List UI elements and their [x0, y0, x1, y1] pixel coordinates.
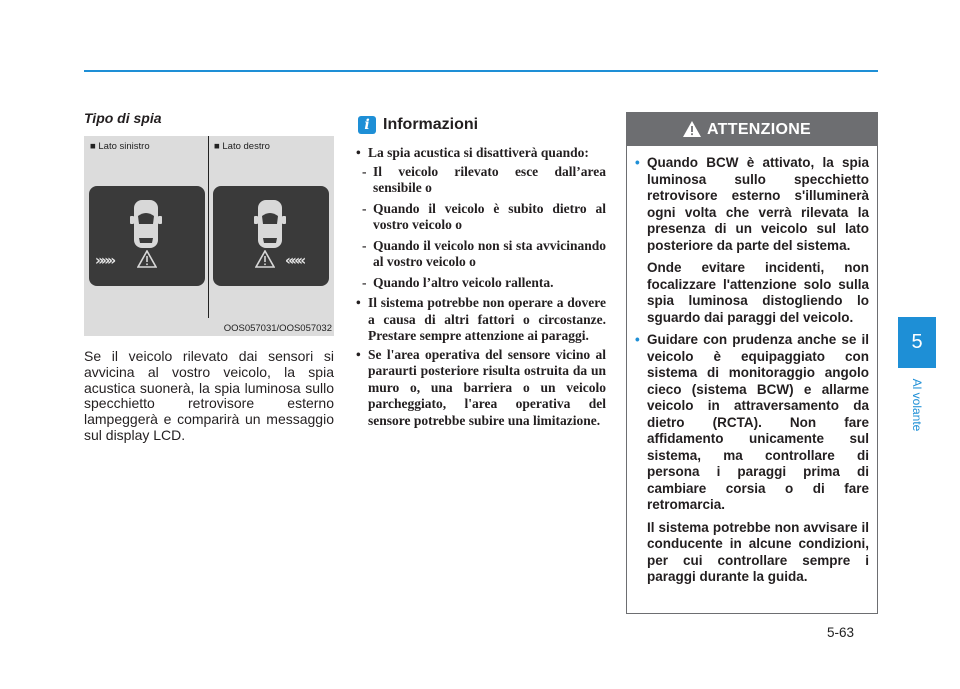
sub-list-item: - Quando il veicolo è subito dietro al vostro veicolo o — [362, 200, 606, 232]
caution-box — [626, 112, 878, 614]
list-item: • La spia acustica si disattiverà quando: — [356, 145, 589, 160]
figure-divider — [208, 136, 209, 318]
info-icon: i — [358, 116, 376, 134]
chapter-number-tab: 5 — [898, 317, 936, 368]
sub-list-item: - Il veicolo rilevato esce dall’area sensibile o — [362, 163, 606, 195]
caution-note: Il sistema potrebbe non avvisare il conducente in alcune condizioni, per cui controllare sempre i paraggi durante la guida. — [647, 519, 869, 584]
arrows-left: »»» — [95, 253, 114, 269]
arrows-right: ««« — [285, 253, 304, 269]
info-list — [356, 145, 606, 431]
mirror-panel-left — [89, 186, 205, 286]
list-item: • Il sistema potrebbe non operare a dovere a causa di altri fattori o circostanze. Prestare sempre attenzione ai paraggi. — [356, 295, 606, 343]
warning-triangle-icon — [137, 250, 157, 268]
sub-list-item: - Quando il veicolo non si sta avvicinando al vostro veicolo o — [362, 237, 606, 269]
list-item: • Se l'area operativa del sensore vicino al paraurti posteriore risulta ostruita da un muro o, una barriera o un veicolo parcheggiato, l'area operativa del sensore potrebbe subire una limitazione. — [356, 346, 606, 428]
info-title: Informazioni — [383, 116, 479, 133]
caution-title: ATTENZIONE — [707, 121, 812, 138]
chapter-label: Al volante — [910, 378, 924, 432]
car-icon — [126, 196, 166, 252]
list-item: • Quando BCW è attivato, la spia luminosa sullo specchietto retrovisore esterno s'illuminerà ogni volta che verrà rilevata la presenza di un veicolo sul lato posteriore da parte del sistema. — [635, 155, 869, 253]
page-number: 5-63 — [827, 625, 855, 640]
car-icon — [250, 196, 290, 252]
caption-left: ■ Lato sinistro — [90, 141, 150, 152]
caution-note: Onde evitare incidenti, non focalizzare l'attenzione solo sulla spia luminosa distogliendo lo sguardo dai paraggi del veicolo. — [647, 260, 869, 325]
sub-list-item: - Quando l’altro veicolo rallenta. — [362, 274, 554, 290]
warning-triangle-icon — [255, 250, 275, 268]
body-paragraph: Se il veicolo rilevato dai sensori si avvicina al vostro veicolo, la spia acustica suonerà, la spia luminosa sullo specchietto retrovisore esterno lampeggerà e comparirà un messaggio sul display LCD. — [84, 348, 334, 443]
warning-light-figure — [84, 136, 334, 336]
mirror-panel-right — [213, 186, 329, 286]
header-rule — [84, 70, 878, 72]
caution-header — [627, 113, 877, 146]
caption-right: ■ Lato destro — [214, 141, 270, 152]
section-title: Tipo di spia — [84, 110, 162, 126]
caution-list — [635, 155, 869, 592]
list-item: • Guidare con prudenza anche se il veicolo è equipaggiato con sistema di monitoraggio angolo cieco (sistema BCW) e allarme veicolo in attraversamento da dietro (RCTA). Non fare affidamento unicamente sul sistema, ma controllare di persona i paraggi prima di cambiare corsia o di fare retromarcia. — [635, 332, 869, 512]
figure-code: OOS057031/OOS057032 — [223, 323, 332, 334]
warning-triangle-icon — [682, 120, 702, 138]
